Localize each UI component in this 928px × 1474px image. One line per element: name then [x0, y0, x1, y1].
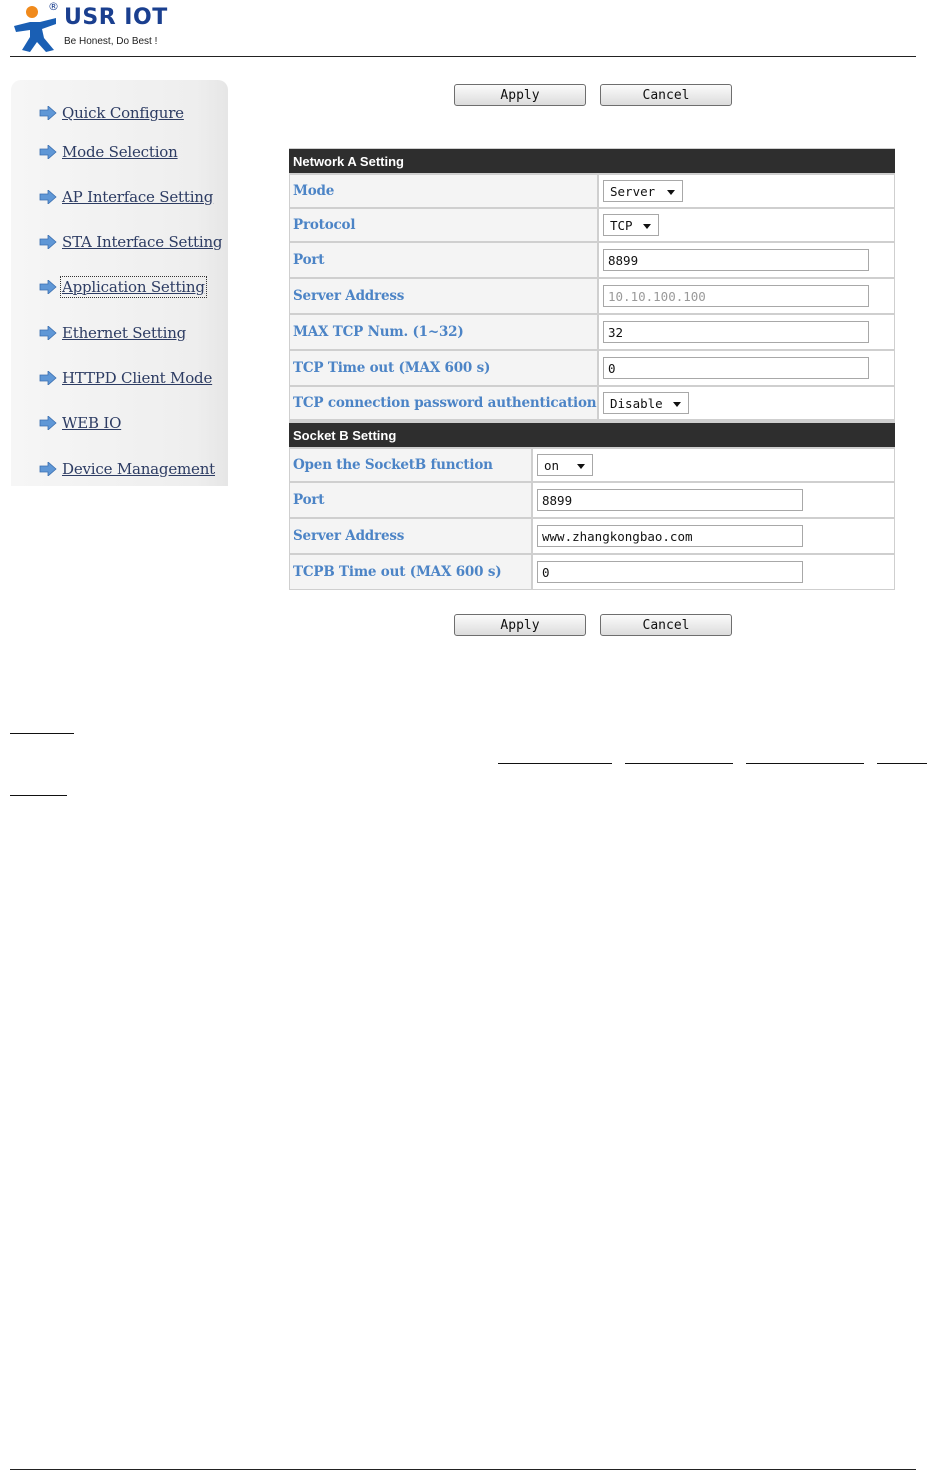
socketb-timeout-cell	[533, 555, 894, 589]
settings-table	[289, 148, 895, 590]
sidebar-item-application-setting[interactable]	[39, 275, 205, 299]
arrow-right-icon	[39, 416, 57, 430]
tcp-password-row	[289, 386, 895, 420]
brand-name: USR IOT	[64, 5, 168, 30]
doc-underline	[746, 763, 864, 764]
sidebar-item-label: HTTPD Client Mode	[62, 369, 213, 387]
max-tcp-label: MAX TCP Num. (1~32)	[290, 315, 597, 349]
doc-underline	[625, 763, 733, 764]
tcp-password-label: TCP connection password authentication	[290, 387, 597, 419]
protocol-select[interactable]	[603, 214, 659, 236]
socketb-timeout-row	[289, 554, 895, 590]
apply-button-bottom[interactable]: Apply	[454, 614, 586, 636]
socketb-server-row	[289, 518, 895, 554]
socketb-server-cell	[533, 519, 894, 553]
mode-label: Mode	[290, 175, 597, 207]
arrow-right-icon	[39, 326, 57, 340]
server-address-cell	[599, 279, 894, 313]
header-divider	[10, 56, 916, 57]
chevron-down-icon	[643, 224, 651, 229]
socketb-port-input[interactable]	[537, 489, 803, 511]
tcp-timeout-label: TCP Time out (MAX 600 s)	[290, 351, 597, 385]
doc-underline	[10, 795, 67, 796]
doc-underline	[877, 763, 927, 764]
tcp-password-select[interactable]	[603, 392, 689, 414]
arrow-right-icon	[39, 190, 57, 204]
server-address-row	[289, 278, 895, 314]
mode-cell	[599, 175, 894, 207]
sidebar-item-ethernet-setting[interactable]	[39, 321, 186, 345]
apply-button-top[interactable]: Apply	[454, 84, 586, 106]
socketb-timeout-label: TCPB Time out (MAX 600 s)	[290, 555, 531, 589]
sidebar-item-label: Application Setting	[62, 278, 205, 296]
sidebar-item-label: Quick Configure	[62, 104, 184, 122]
arrow-right-icon	[39, 462, 57, 476]
socketb-open-cell	[533, 449, 894, 481]
protocol-select-value: TCP	[610, 217, 633, 233]
arrow-right-icon	[39, 235, 57, 249]
socketb-port-cell	[533, 483, 894, 517]
brand-logo	[10, 2, 210, 54]
socketb-server-input[interactable]	[537, 525, 803, 547]
sidebar-nav	[11, 80, 228, 486]
socketb-open-label: Open the SocketB function	[290, 449, 531, 481]
sidebar-item-label: AP Interface Setting	[62, 188, 214, 206]
chevron-down-icon	[667, 190, 675, 195]
network-a-header: Network A Setting	[289, 149, 895, 173]
registered-mark: ®	[48, 0, 59, 13]
mode-row	[289, 174, 895, 208]
tcp-password-cell	[599, 387, 894, 419]
socketb-timeout-input[interactable]	[537, 561, 803, 583]
port-input[interactable]	[603, 249, 869, 271]
sidebar-item-httpd-client[interactable]	[39, 366, 212, 390]
socketb-port-label: Port	[290, 483, 531, 517]
sidebar-item-sta-interface[interactable]	[39, 230, 222, 254]
arrow-right-icon	[39, 371, 57, 385]
arrow-right-icon	[39, 145, 57, 159]
sidebar-item-ap-interface[interactable]	[39, 185, 213, 209]
socketb-open-select[interactable]	[537, 454, 593, 476]
mode-select-value: Server	[610, 183, 656, 199]
port-label: Port	[290, 243, 597, 277]
doc-underline	[498, 763, 612, 764]
sidebar-item-label: Ethernet Setting	[62, 324, 187, 342]
arrow-right-icon	[39, 280, 57, 294]
footer-divider	[10, 1469, 916, 1470]
max-tcp-input[interactable]	[603, 321, 869, 343]
sidebar-item-label: Mode Selection	[62, 143, 178, 161]
socketb-open-select-value: on	[544, 457, 560, 473]
sidebar-item-quick-configure[interactable]	[39, 101, 184, 125]
port-row	[289, 242, 895, 278]
port-cell	[599, 243, 894, 277]
socketb-server-label: Server Address	[290, 519, 531, 553]
brand-tagline: Be Honest, Do Best !	[64, 36, 158, 47]
max-tcp-row	[289, 314, 895, 350]
server-address-input[interactable]	[603, 285, 869, 307]
protocol-label: Protocol	[290, 209, 597, 241]
arrow-right-icon	[39, 106, 57, 120]
socket-b-header: Socket B Setting	[289, 423, 895, 447]
sidebar-item-label: Device Management	[62, 460, 215, 478]
cancel-button-top[interactable]: Cancel	[600, 84, 732, 106]
sidebar-item-mode-selection[interactable]	[39, 140, 178, 164]
max-tcp-cell	[599, 315, 894, 349]
tcp-timeout-cell	[599, 351, 894, 385]
socketb-port-row	[289, 482, 895, 518]
tcp-timeout-row	[289, 350, 895, 386]
sidebar-item-label: WEB IO	[62, 414, 122, 432]
protocol-row	[289, 208, 895, 242]
chevron-down-icon	[673, 402, 681, 407]
server-address-label: Server Address	[290, 279, 597, 313]
cancel-button-bottom[interactable]: Cancel	[600, 614, 732, 636]
sidebar-item-web-io[interactable]	[39, 411, 121, 435]
sidebar-item-device-management[interactable]	[39, 457, 215, 481]
tcp-password-select-value: Disable	[610, 395, 663, 411]
socketb-open-row	[289, 448, 895, 482]
chevron-down-icon	[577, 464, 585, 469]
sidebar-item-label: STA Interface Setting	[62, 233, 223, 251]
tcp-timeout-input[interactable]	[603, 357, 869, 379]
protocol-cell	[599, 209, 894, 241]
doc-underline	[10, 733, 74, 734]
mode-select[interactable]	[603, 180, 683, 202]
